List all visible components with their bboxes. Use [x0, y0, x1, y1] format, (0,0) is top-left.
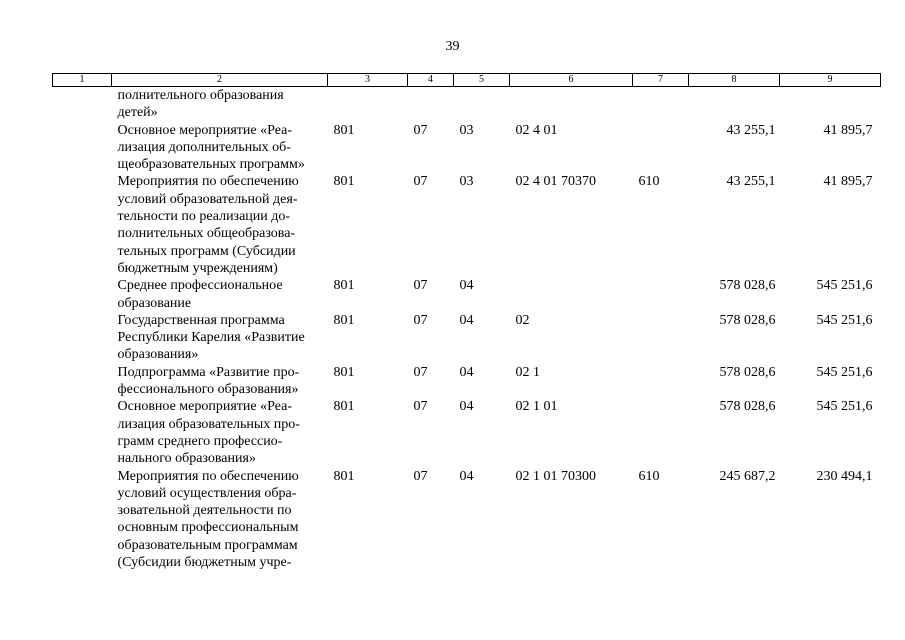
- item-name-line: Основное мероприятие «Реа-: [117, 122, 292, 138]
- ministry-code-cell: [328, 87, 408, 122]
- item-name-line: бюджетным учреждениям): [117, 260, 278, 276]
- item-name-line: нального образования»: [117, 451, 256, 467]
- item-name-line: образовательным программам: [117, 537, 298, 553]
- target-item-cell: [510, 277, 633, 312]
- item-name-line: Государственная программа: [117, 312, 285, 328]
- section-cell: 07: [413, 364, 428, 380]
- table-row: [53, 312, 881, 364]
- budget-table: [52, 73, 881, 571]
- amount-col9-cell: 545 251,6: [816, 312, 873, 328]
- row-number-cell: [53, 87, 112, 122]
- amount-col9-cell: 230 494,1: [816, 468, 873, 484]
- item-name-cell: [112, 87, 328, 122]
- subsection-cell: 03: [459, 174, 474, 190]
- ministry-code-cell: 801: [333, 278, 355, 294]
- column-header: 9: [780, 74, 881, 87]
- table-row: [53, 277, 881, 312]
- section-cell: [408, 87, 454, 122]
- amount-col8-cell: 578 028,6: [719, 364, 776, 380]
- item-name-line: зовательной деятельности по: [117, 503, 292, 519]
- item-name-line: образование: [117, 295, 192, 311]
- item-name-line: основным профессиональным: [117, 520, 299, 536]
- item-name-cell: [112, 122, 328, 174]
- target-item-cell: 02 4 01: [515, 122, 558, 138]
- target-item-cell: [510, 87, 633, 122]
- target-item-cell: 02 4 01 70370: [515, 174, 596, 190]
- item-name-line: детей»: [117, 105, 158, 121]
- ministry-code-cell: 801: [333, 174, 355, 190]
- item-name-line: тельности по реализации до-: [117, 209, 291, 225]
- section-cell: 07: [413, 174, 428, 190]
- item-name-cell: [112, 364, 328, 399]
- table-row: [53, 398, 881, 467]
- column-header: 2: [112, 74, 328, 87]
- row-number-cell: [53, 364, 112, 399]
- item-name-cell: [112, 277, 328, 312]
- subsection-cell: 04: [459, 278, 474, 294]
- target-item-cell: 02 1: [515, 364, 540, 380]
- expense-type-cell: [633, 312, 689, 364]
- item-name-line: условий образовательной дея-: [117, 191, 298, 207]
- item-name-line: Мероприятия по обеспечению: [117, 174, 299, 190]
- column-number-header: [53, 74, 881, 87]
- amount-col8-cell: 578 028,6: [719, 399, 776, 415]
- ministry-code-cell: 801: [333, 122, 355, 138]
- item-name-cell: [112, 173, 328, 277]
- item-name-line: образования»: [117, 347, 199, 363]
- amount-col8-cell: 43 255,1: [726, 122, 776, 138]
- column-header: 8: [689, 74, 780, 87]
- target-item-cell: 02 1 01 70300: [515, 468, 596, 484]
- expense-type-cell: [633, 122, 689, 174]
- expense-type-cell: [633, 87, 689, 122]
- expense-type-cell: 610: [638, 174, 660, 190]
- subsection-cell: [454, 87, 510, 122]
- row-number-cell: [53, 122, 112, 174]
- amount-col8-cell: 578 028,6: [719, 312, 776, 328]
- column-header: 4: [408, 74, 454, 87]
- row-number-cell: [53, 468, 112, 572]
- amount-col9-cell: 41 895,7: [823, 174, 873, 190]
- column-header: 5: [454, 74, 510, 87]
- column-header: 1: [53, 74, 112, 87]
- page-number: 39: [445, 39, 460, 54]
- item-name-cell: [112, 398, 328, 467]
- item-name-line: тельных программ (Субсидии: [117, 243, 296, 259]
- row-number-cell: [53, 173, 112, 277]
- amount-col9-cell: 41 895,7: [823, 122, 873, 138]
- amount-col8-cell: 245 687,2: [719, 468, 776, 484]
- item-name-line: полнительного образования: [117, 88, 284, 103]
- amount-col9-cell: [780, 87, 881, 122]
- item-name-line: лизация образовательных про-: [117, 416, 300, 432]
- item-name-line: Среднее профессиональное: [117, 278, 283, 294]
- item-name-line: Подпрограмма «Развитие про-: [117, 364, 300, 380]
- ministry-code-cell: 801: [333, 312, 355, 328]
- item-name-line: (Субсидии бюджетным учре-: [117, 555, 292, 571]
- amount-col9-cell: 545 251,6: [816, 278, 873, 294]
- row-number-cell: [53, 277, 112, 312]
- table-row: [53, 364, 881, 399]
- subsection-cell: 04: [459, 312, 474, 328]
- amount-col8-cell: 43 255,1: [726, 174, 776, 190]
- row-number-cell: [53, 312, 112, 364]
- amount-col9-cell: 545 251,6: [816, 364, 873, 380]
- ministry-code-cell: 801: [333, 468, 355, 484]
- section-cell: 07: [413, 468, 428, 484]
- item-name-line: условий осуществления обра-: [117, 485, 297, 501]
- item-name-line: полнительных общеобразова-: [117, 226, 296, 242]
- section-cell: 07: [413, 122, 428, 138]
- item-name-line: Мероприятия по обеспечению: [117, 468, 299, 484]
- target-item-cell: 02 1 01: [515, 399, 558, 415]
- item-name-line: грамм среднего профессио-: [117, 433, 283, 449]
- table-row: [53, 468, 881, 572]
- subsection-cell: 04: [459, 399, 474, 415]
- column-header: 7: [633, 74, 689, 87]
- column-header: 3: [328, 74, 408, 87]
- subsection-cell: 03: [459, 122, 474, 138]
- table-row: [53, 122, 881, 174]
- item-name-line: Республики Карелия «Развитие: [117, 330, 305, 346]
- expense-type-cell: [633, 398, 689, 467]
- item-name-line: Основное мероприятие «Реа-: [117, 399, 292, 415]
- expense-type-cell: 610: [638, 468, 660, 484]
- table-row: [53, 87, 881, 122]
- item-name-line: лизация дополнительных об-: [117, 139, 291, 155]
- section-cell: 07: [413, 278, 428, 294]
- amount-col8-cell: 578 028,6: [719, 278, 776, 294]
- row-number-cell: [53, 398, 112, 467]
- target-item-cell: 02: [515, 312, 530, 328]
- expense-type-cell: [633, 364, 689, 399]
- subsection-cell: 04: [459, 364, 474, 380]
- column-header: 6: [510, 74, 633, 87]
- amount-col9-cell: 545 251,6: [816, 399, 873, 415]
- amount-col8-cell: [689, 87, 780, 122]
- subsection-cell: 04: [459, 468, 474, 484]
- item-name-cell: [112, 468, 328, 572]
- section-cell: 07: [413, 399, 428, 415]
- item-name-line: щеобразовательных программ»: [117, 157, 305, 173]
- item-name-cell: [112, 312, 328, 364]
- expense-type-cell: [633, 277, 689, 312]
- section-cell: 07: [413, 312, 428, 328]
- ministry-code-cell: 801: [333, 364, 355, 380]
- table-row: [53, 173, 881, 277]
- item-name-line: фессионального образования»: [117, 382, 299, 398]
- ministry-code-cell: 801: [333, 399, 355, 415]
